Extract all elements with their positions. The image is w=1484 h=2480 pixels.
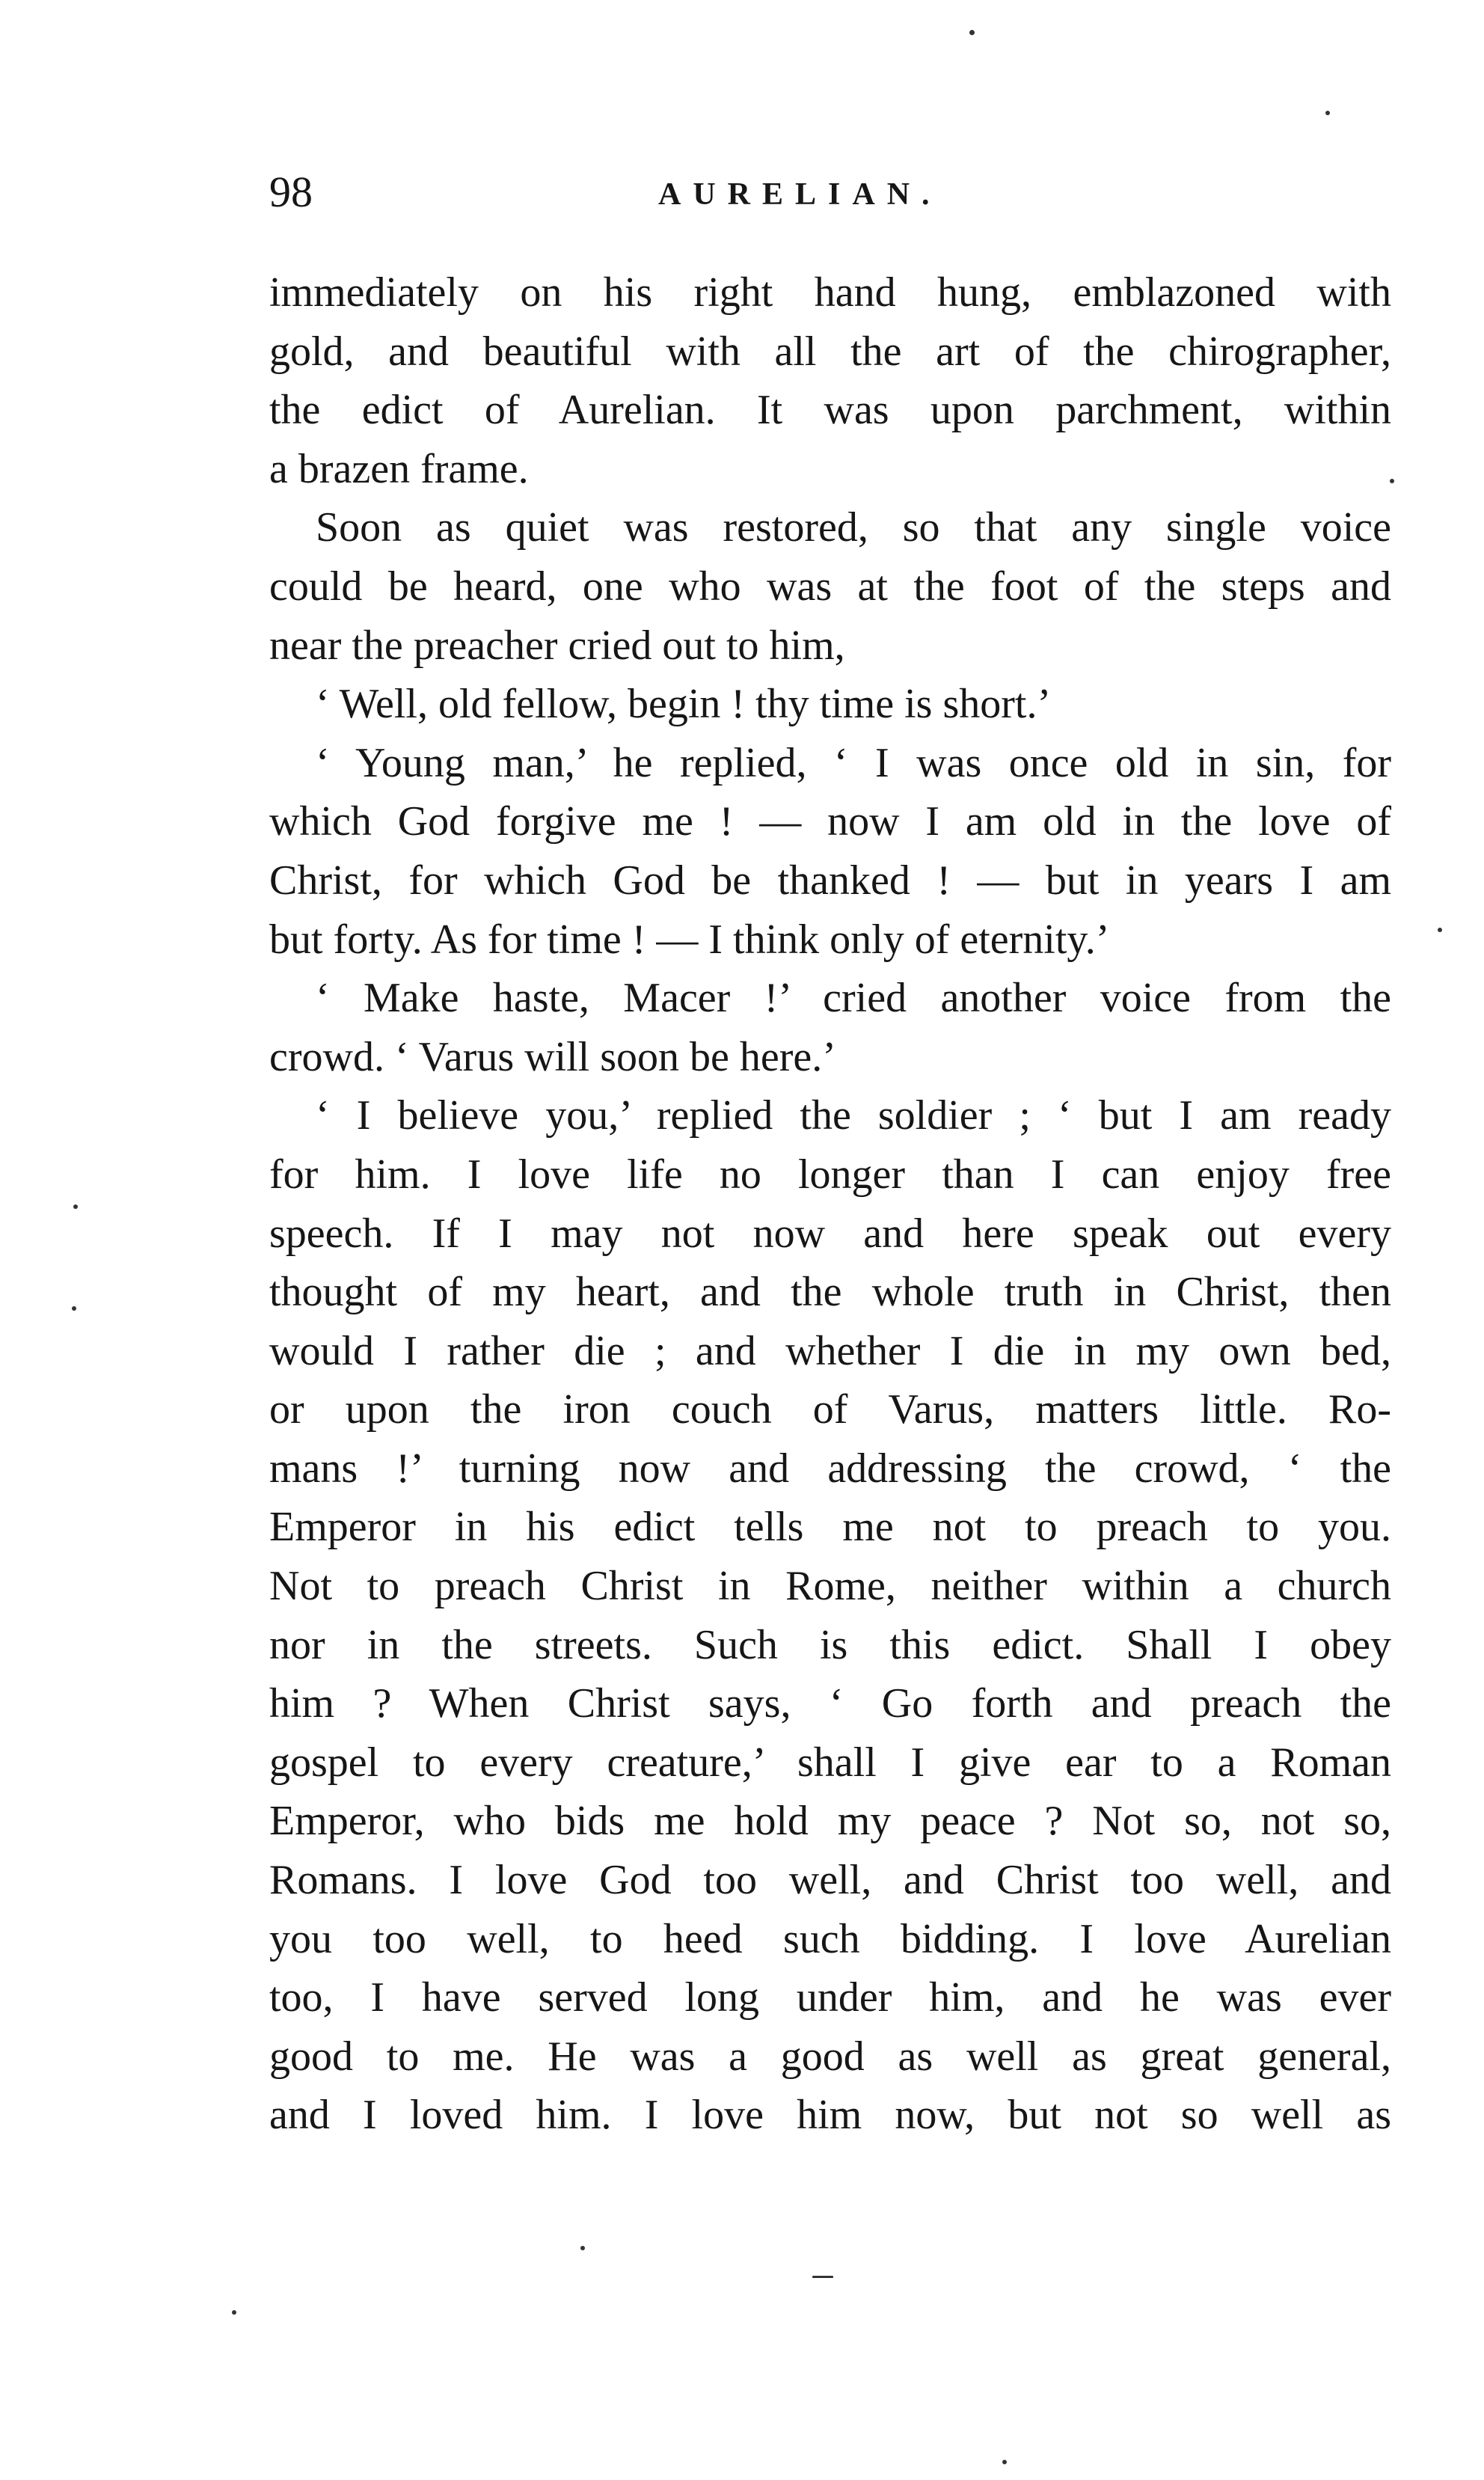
- body-text: [269, 263, 1391, 2145]
- text-line: Christ, for which God be thanked ! — but in years I am: [269, 857, 1391, 904]
- text-line: too, I have served long under him, and he was ever: [269, 1974, 1391, 2021]
- scan-speck: [1002, 2460, 1007, 2464]
- text-line: ‘ I believe you,’ replied the soldier ; ‘ but I am ready: [316, 1092, 1391, 1139]
- scan-speck: [969, 30, 975, 35]
- text-line: crowd. ‘ Varus will soon be here.’: [269, 1033, 836, 1080]
- text-line: Soon as quiet was restored, so that any single voice: [316, 504, 1391, 551]
- text-line: thought of my heart, and the whole truth in Christ, then: [269, 1269, 1391, 1316]
- text-line: Emperor in his edict tells me not to preach to you.: [269, 1504, 1391, 1551]
- text-line: a brazen frame.: [269, 445, 529, 492]
- text-line: but forty. As for time ! — I think only of eternity.’: [269, 916, 1110, 963]
- text-line: or upon the iron couch of Varus, matters little. Ro-: [269, 1386, 1391, 1433]
- scan-speck: [1390, 479, 1394, 483]
- text-line: good to me. He was a good as well as great general,: [269, 2033, 1391, 2080]
- scan-speck: [232, 2310, 236, 2315]
- text-line: ‘ Well, old fellow, begin ! thy time is short.’: [316, 681, 1052, 728]
- scan-speck: [73, 1204, 78, 1209]
- text-line: the edict of Aurelian. It was upon parchment, within: [269, 387, 1391, 434]
- scan-speck: [1325, 111, 1330, 115]
- text-line: him ? When Christ says, ‘ Go forth and preach the: [269, 1680, 1391, 1727]
- text-line: Romans. I love God too well, and Christ too well, and: [269, 1857, 1391, 1904]
- text-line: speech. If I may not now and here speak out every: [269, 1210, 1391, 1257]
- page-header: [269, 166, 1391, 218]
- text-line: ‘ Young man,’ he replied, ‘ I was once old in sin, for: [316, 739, 1391, 786]
- text-line: could be heard, one who was at the foot of the steps and: [269, 563, 1391, 610]
- text-line: which God forgive me ! — now I am old in the love of: [269, 798, 1391, 845]
- text-line: mans !’ turning now and addressing the crowd, ‘ the: [269, 1445, 1391, 1492]
- text-line: Not to preach Christ in Rome, neither within a church: [269, 1563, 1391, 1610]
- text-line: ‘ Make haste, Macer !’ cried another voice from the: [316, 975, 1391, 1022]
- text-line: immediately on his right hand hung, emblazoned with: [269, 269, 1391, 316]
- text-line: for him. I love life no longer than I can enjoy free: [269, 1151, 1391, 1198]
- scan-speck: [1438, 928, 1442, 932]
- running-title: AURELIAN.: [658, 177, 942, 212]
- text-line: and I loved him. I love him now, but not so well as: [269, 2092, 1391, 2139]
- text-line: Emperor, who bids me hold my peace ? Not so, not so,: [269, 1798, 1391, 1845]
- text-line: gospel to every creature,’ shall I give ear to a Roman: [269, 1739, 1391, 1786]
- scan-dash: [812, 2276, 833, 2278]
- text-line: near the preacher cried out to him,: [269, 622, 845, 669]
- scan-speck: [72, 1306, 76, 1311]
- text-line: nor in the streets. Such is this edict. Shall I obey: [269, 1621, 1391, 1668]
- text-line: would I rather die ; and whether I die in my own bed,: [269, 1327, 1391, 1374]
- text-line: gold, and beautiful with all the art of the chirographer,: [269, 328, 1391, 375]
- page-number: 98: [269, 168, 313, 216]
- scan-speck: [580, 2246, 585, 2250]
- text-line: you too well, to heed such bidding. I love Aurelian: [269, 1915, 1391, 1962]
